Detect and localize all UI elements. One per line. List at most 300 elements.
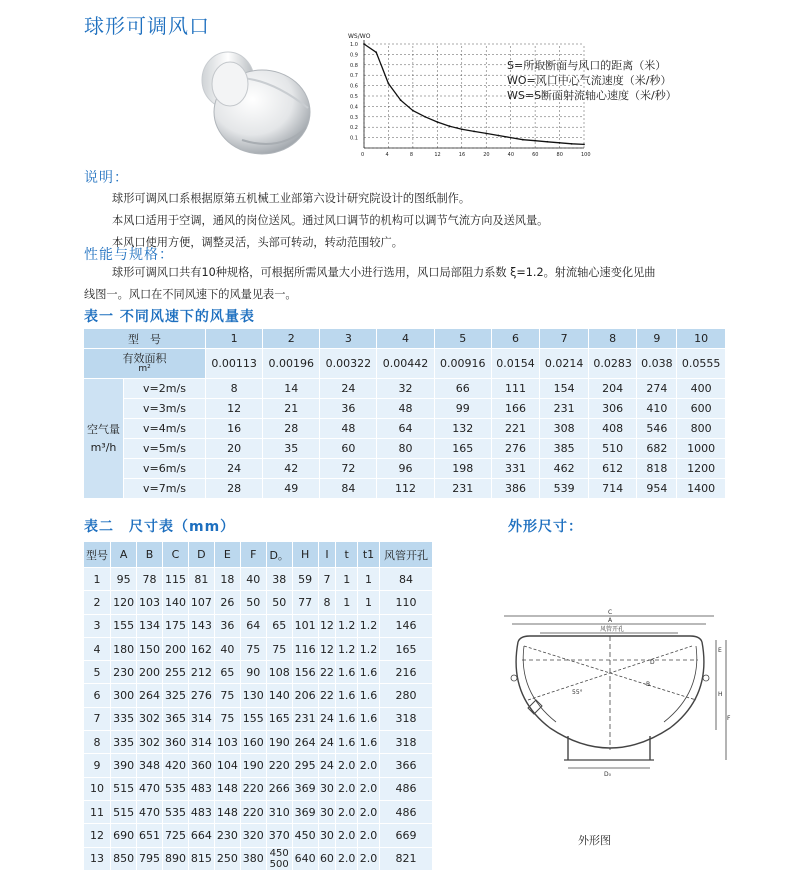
- chart-point: [546, 141, 548, 143]
- t1-model-label: 型 号: [84, 329, 206, 349]
- t1-value-cell: 48: [377, 399, 434, 419]
- t2-cell: 2.0: [336, 777, 358, 800]
- t2-cell: 143: [188, 614, 214, 637]
- t2-cell: [266, 847, 292, 870]
- table-row: [84, 479, 726, 499]
- t1-value-cell: 682: [637, 439, 677, 459]
- t2-cell: 2.0: [358, 800, 380, 823]
- t1-value-cell: 60: [320, 439, 377, 459]
- t2-header-cell: D。: [266, 542, 292, 568]
- t1-value-cell: 165: [434, 439, 491, 459]
- chart-point: [571, 143, 573, 145]
- t2-cell: 365: [162, 707, 188, 730]
- t1-value-cell: 24: [206, 459, 263, 479]
- t2-cell: 486: [379, 800, 432, 823]
- t1-value-cell: 154: [540, 379, 589, 399]
- t1-area-row: [84, 349, 726, 379]
- t2-cell: 30: [318, 824, 336, 847]
- t2-cell: 369: [292, 800, 318, 823]
- drawing-heading: 外形尺寸：: [508, 519, 583, 535]
- t2-cell: 60: [318, 847, 336, 870]
- t2-cell: 890: [162, 847, 188, 870]
- t2-cell: 380: [240, 847, 266, 870]
- chart-point: [388, 83, 390, 85]
- chart-point: [412, 110, 414, 112]
- t1-value-cell: 462: [540, 459, 589, 479]
- description-line: 球形可调风口系根据原第五机械工业部第六设计研究院设计的图纸制作。: [112, 192, 471, 205]
- t2-cell: 483: [188, 777, 214, 800]
- t2-cell: 295: [292, 754, 318, 777]
- t2-header-cell: H: [292, 542, 318, 568]
- t2-cell: 795: [137, 847, 163, 870]
- t1-value-cell: 400: [677, 379, 726, 399]
- t1-value-cell: 48: [320, 419, 377, 439]
- t2-header-cell: 型号: [84, 542, 111, 568]
- t1-value-cell: 276: [491, 439, 540, 459]
- t1-airflow-title: 空气量: [87, 422, 120, 436]
- t2-cell: 850: [111, 847, 137, 870]
- t1-airflow-unit: m³/h: [90, 440, 117, 454]
- drawing-label-d: D: [650, 659, 655, 666]
- chart-x-tick-label: 100: [581, 152, 591, 158]
- t2-header-cell: I: [318, 542, 336, 568]
- t1-value-cell: 306: [588, 399, 637, 419]
- t2-cell: 50: [266, 591, 292, 614]
- t2-cell: 11: [84, 800, 111, 823]
- t1-value-cell: 274: [637, 379, 677, 399]
- chart-y-label: WS/WO: [348, 33, 371, 40]
- table-row: [84, 591, 433, 614]
- t1-velocity-cell: v=2m/s: [124, 379, 206, 399]
- chart-y-tick-label: 0.4: [350, 104, 358, 111]
- t2-cell: 7: [84, 707, 111, 730]
- t1-value-cell: 112: [377, 479, 434, 499]
- t2-cell: 1.6: [336, 707, 358, 730]
- t2-cell: 420: [162, 754, 188, 777]
- t2-cell: 486: [379, 777, 432, 800]
- t2-cell: 1.6: [336, 661, 358, 684]
- t1-model-cell: 8: [588, 329, 637, 349]
- t2-cell: 302: [137, 731, 163, 754]
- t1-header-row: [84, 329, 726, 349]
- t1-value-cell: 111: [491, 379, 540, 399]
- t2-cell-line: 500: [269, 858, 289, 870]
- table-row: [84, 419, 726, 439]
- t2-cell: 18: [214, 568, 240, 591]
- t1-value-cell: 132: [434, 419, 491, 439]
- table-row: [84, 847, 433, 870]
- t1-model-cell: 7: [540, 329, 589, 349]
- t2-cell: 5: [84, 661, 111, 684]
- table-row: [84, 637, 433, 660]
- t2-cell: 103: [214, 731, 240, 754]
- t2-cell: 77: [292, 591, 318, 614]
- t2-cell: 640: [292, 847, 318, 870]
- t2-cell: 255: [162, 661, 188, 684]
- t2-header-cell: C: [162, 542, 188, 568]
- t2-cell: 148: [214, 800, 240, 823]
- t2-cell: 84: [379, 568, 432, 591]
- t2-cell: 212: [188, 661, 214, 684]
- t2-cell: 325: [162, 684, 188, 707]
- chart-point: [375, 51, 377, 53]
- t2-cell: 220: [266, 754, 292, 777]
- t1-value-cell: 331: [491, 459, 540, 479]
- t2-cell: 101: [292, 614, 318, 637]
- t2-cell: 2.0: [336, 847, 358, 870]
- table-row: [84, 614, 433, 637]
- table-row: [84, 439, 726, 459]
- chart-point: [510, 137, 512, 139]
- t2-cell: 110: [379, 591, 432, 614]
- t2-cell: 1.2: [358, 614, 380, 637]
- t2-cell-line: 450: [269, 847, 289, 859]
- chart-y-tick-label: 1.0: [350, 42, 358, 48]
- t2-cell: 206: [292, 684, 318, 707]
- t2-cell: 148: [214, 777, 240, 800]
- t1-value-cell: 954: [637, 479, 677, 499]
- airflow-table: [83, 328, 726, 499]
- t2-cell: 22: [318, 684, 336, 707]
- chart-point: [449, 125, 451, 127]
- t2-cell: 1.2: [336, 614, 358, 637]
- t2-cell: 669: [379, 824, 432, 847]
- chart-point: [436, 121, 438, 123]
- t2-cell: 815: [188, 847, 214, 870]
- t1-value-cell: 24: [320, 379, 377, 399]
- chart-point: [461, 128, 463, 130]
- t2-cell: 104: [214, 754, 240, 777]
- t1-value-cell: 96: [377, 459, 434, 479]
- chart-x-tick-label: 16: [458, 152, 466, 158]
- t1-value-cell: 84: [320, 479, 377, 499]
- t1-value-cell: 20: [206, 439, 263, 459]
- t2-cell: 470: [137, 777, 163, 800]
- t2-cell: 1.6: [358, 707, 380, 730]
- table-row: [84, 379, 726, 399]
- t2-cell: 13: [84, 847, 111, 870]
- t2-cell: 335: [111, 707, 137, 730]
- drawing-label-d0: D₀: [604, 771, 612, 778]
- t2-cell: 821: [379, 847, 432, 870]
- t2-cell: 2.0: [336, 824, 358, 847]
- t2-cell: 26: [214, 591, 240, 614]
- t1-value-cell: 539: [540, 479, 589, 499]
- t2-cell: 7: [318, 568, 336, 591]
- t2-cell: 64: [240, 614, 266, 637]
- table1-title: 表一 不同风速下的风量表: [84, 309, 255, 325]
- chart-point: [559, 142, 561, 144]
- t2-cell: 1.6: [336, 731, 358, 754]
- t2-cell: 1: [336, 591, 358, 614]
- legend-line-s: S=所取断面与风口的距离（米）: [507, 59, 667, 72]
- t2-cell: 36: [214, 614, 240, 637]
- t2-cell: 75: [214, 684, 240, 707]
- t1-value-cell: 800: [677, 419, 726, 439]
- t2-cell: 75: [214, 707, 240, 730]
- performance-line-2: 线图一。风口在不同风速下的风量见表一。: [84, 288, 297, 301]
- drawing-caption: 外形图: [578, 834, 611, 847]
- t1-velocity-cell: v=4m/s: [124, 419, 206, 439]
- t2-cell: 120: [111, 591, 137, 614]
- chart-y-tick-label: 0.1: [350, 135, 358, 142]
- t2-cell: 95: [111, 568, 137, 591]
- t1-value-cell: 410: [637, 399, 677, 419]
- t2-cell: 10: [84, 777, 111, 800]
- chart-y-tick-label: 0.8: [350, 62, 358, 69]
- t1-value-cell: 49: [263, 479, 320, 499]
- t2-cell: 318: [379, 707, 432, 730]
- t2-cell: 24: [318, 754, 336, 777]
- chart-x-tick-label: 12: [434, 152, 441, 158]
- t1-area-cell: 0.00113: [206, 349, 263, 379]
- t1-value-cell: 231: [540, 399, 589, 419]
- t2-cell: 75: [240, 637, 266, 660]
- chart-point: [424, 116, 426, 118]
- t2-cell: 180: [111, 637, 137, 660]
- t2-header-cell: F: [240, 542, 266, 568]
- t1-area-cell: 0.00322: [320, 349, 377, 379]
- t2-cell: 165: [266, 707, 292, 730]
- t2-cell: 90: [240, 661, 266, 684]
- t2-cell: 78: [137, 568, 163, 591]
- table-row: [84, 754, 433, 777]
- t2-cell: 6: [84, 684, 111, 707]
- performance-line-1: 球形可调风口共有10种规格，可根据所需风量大小进行选用，风口局部阻力系数 ξ=1.2。射流轴心速变化见曲: [112, 266, 656, 279]
- t1-value-cell: 386: [491, 479, 540, 499]
- t2-cell: 535: [162, 800, 188, 823]
- t2-cell: 1.6: [336, 684, 358, 707]
- t1-value-cell: 204: [588, 379, 637, 399]
- description-line: 本风口适用于空调，通风的岗位送风。通过风口调节的机构可以调节气流方向及送风量。: [112, 214, 549, 227]
- legend-line-ws: WS=S断面射流轴心速度（米/秒）: [507, 89, 677, 102]
- t1-value-cell: 36: [320, 399, 377, 419]
- t1-area-title: 有效面积: [122, 351, 167, 365]
- t2-cell: 103: [137, 591, 163, 614]
- t1-value-cell: 166: [491, 399, 540, 419]
- chart-x-tick-label: 4: [385, 152, 389, 158]
- t1-velocity-cell: v=7m/s: [124, 479, 206, 499]
- t2-cell: 1.6: [358, 731, 380, 754]
- t1-area-cell: 0.038: [637, 349, 677, 379]
- t2-header-cell: A: [111, 542, 137, 568]
- t2-cell: 1: [358, 591, 380, 614]
- t2-cell: 108: [266, 661, 292, 684]
- t2-cell: 2.0: [336, 754, 358, 777]
- table-row: [84, 824, 433, 847]
- t1-value-cell: 385: [540, 439, 589, 459]
- chart-y-tick-label: 0.2: [350, 125, 358, 132]
- t2-cell: 140: [266, 684, 292, 707]
- t1-value-cell: 818: [637, 459, 677, 479]
- t2-cell: 107: [188, 591, 214, 614]
- t1-velocity-cell: v=5m/s: [124, 439, 206, 459]
- chart-point: [363, 43, 365, 45]
- t2-cell: 369: [292, 777, 318, 800]
- t2-cell: 366: [379, 754, 432, 777]
- dimension-table: [83, 541, 433, 871]
- legend-line-wo: WO=风口中心气流速度（米/秒）: [507, 74, 672, 87]
- drawing-label-e: E: [718, 647, 722, 654]
- chart-point: [473, 130, 475, 132]
- t1-velocity-cell: v=3m/s: [124, 399, 206, 419]
- t2-cell: 300: [111, 684, 137, 707]
- t2-cell: 8: [84, 731, 111, 754]
- description-line: 本风口使用方便，调整灵活，头部可转动，转动范围较广。: [112, 236, 403, 249]
- t2-cell: 220: [240, 800, 266, 823]
- chart-point: [400, 99, 402, 101]
- t2-cell: 190: [240, 754, 266, 777]
- t2-cell: 220: [240, 777, 266, 800]
- t2-cell: 146: [379, 614, 432, 637]
- chart-point: [485, 133, 487, 135]
- t1-airflow-label: [84, 379, 124, 499]
- table-row: [84, 707, 433, 730]
- t1-value-cell: 510: [588, 439, 637, 459]
- t2-cell: 264: [137, 684, 163, 707]
- chart-point: [534, 140, 536, 142]
- t1-value-cell: 1200: [677, 459, 726, 479]
- t1-model-cell: 9: [637, 329, 677, 349]
- t2-cell: 40: [240, 568, 266, 591]
- t2-cell: 250: [214, 847, 240, 870]
- t2-cell: 30: [318, 777, 336, 800]
- t2-cell: 302: [137, 707, 163, 730]
- t1-value-cell: 72: [320, 459, 377, 479]
- chart-y-tick-label: 0.9: [350, 52, 358, 59]
- t2-cell: 1.2: [336, 637, 358, 660]
- page-title: 球形可调风口: [84, 14, 210, 38]
- drawing-label-f: F: [727, 715, 731, 722]
- t1-area-label: [84, 349, 206, 379]
- chart-legend: [507, 58, 677, 103]
- t2-cell: 9: [84, 754, 111, 777]
- t1-value-cell: 32: [377, 379, 434, 399]
- t2-header-cell: B: [137, 542, 163, 568]
- t2-cell: 1: [358, 568, 380, 591]
- chart-y-tick-label: 0.7: [350, 73, 358, 80]
- t2-cell: 2.0: [358, 847, 380, 870]
- t1-value-cell: 714: [588, 479, 637, 499]
- t2-cell: 335: [111, 731, 137, 754]
- t2-cell: 231: [292, 707, 318, 730]
- t2-cell: 370: [266, 824, 292, 847]
- t1-model-cell: 3: [320, 329, 377, 349]
- t2-cell: 38: [266, 568, 292, 591]
- t2-cell: 230: [214, 824, 240, 847]
- t1-value-cell: 21: [263, 399, 320, 419]
- t1-model-cell: 6: [491, 329, 540, 349]
- t2-cell: 200: [137, 661, 163, 684]
- t1-model-cell: 10: [677, 329, 726, 349]
- t1-value-cell: 28: [206, 479, 263, 499]
- t2-cell: 2.0: [358, 754, 380, 777]
- drawing-label-b: B: [646, 681, 651, 688]
- t2-cell: 2.0: [336, 800, 358, 823]
- t2-cell: 165: [379, 637, 432, 660]
- t2-cell: 116: [292, 637, 318, 660]
- t2-cell: 175: [162, 614, 188, 637]
- t2-cell: 3: [84, 614, 111, 637]
- t1-value-cell: 308: [540, 419, 589, 439]
- t2-cell: 360: [162, 731, 188, 754]
- t2-header-cell: t1: [358, 542, 380, 568]
- t2-cell: 515: [111, 800, 137, 823]
- t2-cell: 12: [318, 614, 336, 637]
- t2-cell: 81: [188, 568, 214, 591]
- t2-cell: 1: [84, 568, 111, 591]
- t2-cell: 314: [188, 707, 214, 730]
- drawing-label-a: A: [608, 617, 613, 624]
- t1-model-cell: 4: [377, 329, 434, 349]
- t1-area-cell: 0.0214: [540, 349, 589, 379]
- t1-model-cell: 2: [263, 329, 320, 349]
- t2-cell: 264: [292, 731, 318, 754]
- t1-value-cell: 600: [677, 399, 726, 419]
- table-row: [84, 568, 433, 591]
- t1-value-cell: 99: [434, 399, 491, 419]
- t2-cell: 2.0: [358, 824, 380, 847]
- t2-cell: 200: [162, 637, 188, 660]
- t1-value-cell: 1400: [677, 479, 726, 499]
- t1-value-cell: 12: [206, 399, 263, 419]
- t1-value-cell: 16: [206, 419, 263, 439]
- t2-cell: 320: [240, 824, 266, 847]
- t1-area-cell: 0.00196: [263, 349, 320, 379]
- t2-cell: 216: [379, 661, 432, 684]
- t2-cell: 24: [318, 707, 336, 730]
- t1-value-cell: 231: [434, 479, 491, 499]
- t2-cell: 314: [188, 731, 214, 754]
- chart-x-tick-label: 20: [483, 152, 490, 158]
- t1-velocity-cell: v=6m/s: [124, 459, 206, 479]
- drawing-label-angle: 55°: [572, 689, 583, 696]
- t2-cell: 651: [137, 824, 163, 847]
- t2-cell: 59: [292, 568, 318, 591]
- t2-cell: 470: [137, 800, 163, 823]
- chart-x-tick-label: 60: [532, 152, 539, 158]
- chart-point: [583, 143, 585, 145]
- t2-cell: 2: [84, 591, 111, 614]
- t1-value-cell: 612: [588, 459, 637, 479]
- t2-cell: 1.6: [358, 661, 380, 684]
- t1-value-cell: 80: [377, 439, 434, 459]
- t1-value-cell: 28: [263, 419, 320, 439]
- chart-point: [522, 139, 524, 141]
- t2-cell: 12: [84, 824, 111, 847]
- drawing-label-h: H: [718, 691, 723, 698]
- t1-value-cell: 221: [491, 419, 540, 439]
- t2-cell: 1.2: [358, 637, 380, 660]
- t2-header-row: [84, 542, 433, 568]
- t2-cell: 515: [111, 777, 137, 800]
- t1-value-cell: 546: [637, 419, 677, 439]
- t2-cell: 348: [137, 754, 163, 777]
- t1-area-cell: 0.0555: [677, 349, 726, 379]
- t2-cell: 65: [214, 661, 240, 684]
- performance-heading: 性能与规格：: [84, 247, 174, 263]
- t2-cell: 280: [379, 684, 432, 707]
- t2-cell: 156: [292, 661, 318, 684]
- t2-cell: 155: [111, 614, 137, 637]
- t2-cell: 12: [318, 637, 336, 660]
- t2-cell: 1.6: [358, 684, 380, 707]
- t2-cell: 276: [188, 684, 214, 707]
- t1-model-cell: 1: [206, 329, 263, 349]
- t2-cell: 134: [137, 614, 163, 637]
- t2-cell: 318: [379, 731, 432, 754]
- t2-cell: 725: [162, 824, 188, 847]
